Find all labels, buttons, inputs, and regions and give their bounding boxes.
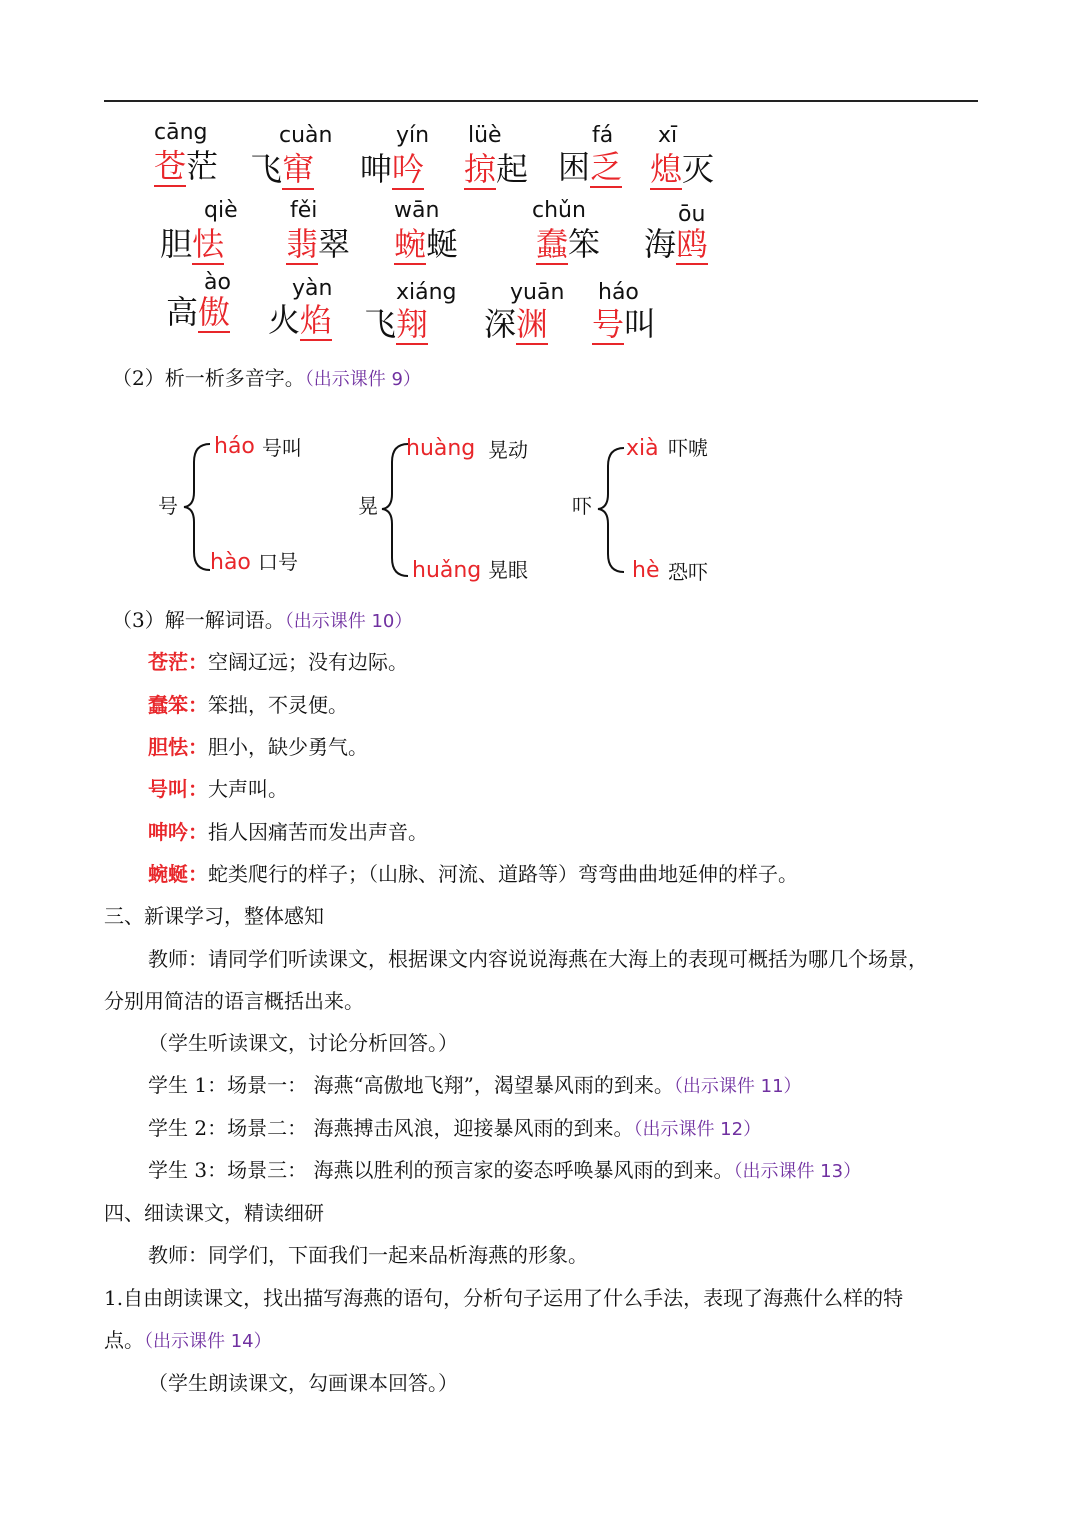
student-answer: 学生 1：场景一： 海燕“高傲地飞翔”，渴望暴风雨的到来。（出示课件 11） bbox=[148, 1073, 802, 1097]
hanzi: 困乏 bbox=[558, 148, 623, 186]
definition-item: 蜿蜒：蛇类爬行的样子；（山脉、河流、道路等）弯弯曲曲地延伸的样子。 bbox=[148, 862, 798, 886]
hanzi: 呻吟 bbox=[360, 150, 425, 188]
pinyin-top: xià bbox=[626, 436, 659, 461]
hanzi: 胆怯 bbox=[160, 225, 225, 263]
word-top: 号叫 bbox=[262, 436, 302, 460]
definition-item: 呻吟：指人因痛苦而发出声音。 bbox=[148, 820, 428, 844]
section-heading: （2）析一析多音字。（出示课件 9） bbox=[112, 366, 421, 390]
student-answer: 学生 2：场景二： 海燕搏击风浪，迎接暴风雨的到来。（出示课件 12） bbox=[148, 1116, 762, 1140]
hanzi: 号叫 bbox=[592, 305, 657, 343]
word-top: 晃动 bbox=[488, 438, 528, 462]
hanzi: 翡翠 bbox=[286, 225, 351, 263]
pinyin: xī bbox=[658, 123, 678, 148]
hanzi: 火焰 bbox=[268, 301, 333, 339]
paragraph: 点。（出示课件 14） bbox=[104, 1328, 272, 1352]
pinyin: yàn bbox=[292, 276, 333, 301]
hanzi: 苍茫 bbox=[154, 147, 219, 185]
pinyin: yuān bbox=[510, 280, 565, 305]
polyphone-char: 吓 bbox=[572, 494, 592, 518]
paragraph: 教师：同学们，下面我们一起来品析海燕的形象。 bbox=[148, 1243, 588, 1267]
section-title: 三、新课学习，整体感知 bbox=[104, 904, 324, 928]
hanzi: 蜿蜒 bbox=[394, 225, 459, 263]
pinyin: qiè bbox=[204, 198, 238, 223]
pinyin-top: háo bbox=[214, 434, 255, 459]
pinyin-top: huàng bbox=[406, 436, 476, 461]
section-title: 四、细读课文，精读细研 bbox=[104, 1201, 324, 1225]
paragraph: 1.自由朗读课文，找出描写海燕的语句，分析句子运用了什么手法，表现了海燕什么样的特 bbox=[104, 1286, 904, 1310]
paragraph: （学生朗读课文，勾画课本回答。） bbox=[148, 1371, 458, 1395]
pinyin: cuàn bbox=[279, 123, 333, 148]
word-bottom: 晃眼 bbox=[488, 558, 528, 582]
hanzi: 高傲 bbox=[166, 293, 231, 331]
definition-item: 蠢笨：笨拙，不灵便。 bbox=[148, 693, 348, 717]
hanzi: 深渊 bbox=[484, 305, 549, 343]
paragraph: （学生听读课文，讨论分析回答。） bbox=[148, 1031, 458, 1055]
pinyin: yín bbox=[396, 123, 430, 148]
pinyin: xiáng bbox=[396, 280, 457, 305]
brace bbox=[380, 442, 410, 578]
polyphone-char: 号 bbox=[158, 494, 178, 518]
definition-item: 号叫：大声叫。 bbox=[148, 777, 288, 801]
paragraph: 分别用简洁的语言概括出来。 bbox=[104, 989, 364, 1013]
pinyin-bottom: hè bbox=[632, 558, 660, 583]
brace bbox=[182, 442, 212, 572]
word-bottom: 恐吓 bbox=[668, 560, 708, 584]
pinyin: lüè bbox=[468, 123, 502, 148]
pinyin-bottom: hào bbox=[210, 550, 251, 575]
pinyin-bottom: huǎng bbox=[412, 558, 482, 583]
pinyin: chǔn bbox=[532, 198, 586, 223]
pinyin: fá bbox=[592, 123, 614, 148]
pinyin: fěi bbox=[290, 198, 318, 223]
hanzi: 掠起 bbox=[464, 150, 529, 188]
polyphone-char: 晃 bbox=[358, 494, 378, 518]
hanzi: 海鸥 bbox=[644, 225, 709, 263]
student-answer: 学生 3：场景三： 海燕以胜利的预言家的姿态呼唤暴风雨的到来。（出示课件 13） bbox=[148, 1158, 862, 1182]
brace bbox=[596, 446, 626, 574]
word-top: 吓唬 bbox=[668, 436, 708, 460]
hanzi: 熄灭 bbox=[650, 150, 715, 188]
definition-item: 胆怯：胆小，缺少勇气。 bbox=[148, 735, 368, 759]
hanzi: 蠢笨 bbox=[536, 225, 601, 263]
word-bottom: 口号 bbox=[258, 550, 298, 574]
paragraph: 教师：请同学们听读课文，根据课文内容说说海燕在大海上的表现可概括为哪几个场景， bbox=[148, 947, 928, 971]
pinyin: cāng bbox=[154, 120, 208, 145]
header-rule bbox=[104, 100, 978, 102]
hanzi: 飞翔 bbox=[364, 305, 429, 343]
hanzi: 飞窜 bbox=[250, 150, 315, 188]
definition-item: 苍茫：空阔辽远；没有边际。 bbox=[148, 650, 408, 674]
pinyin: ōu bbox=[678, 202, 706, 227]
pinyin: ào bbox=[204, 270, 231, 295]
section-heading: （3）解一解词语。（出示课件 10） bbox=[112, 608, 413, 632]
pinyin: háo bbox=[598, 280, 639, 305]
pinyin: wān bbox=[394, 198, 440, 223]
